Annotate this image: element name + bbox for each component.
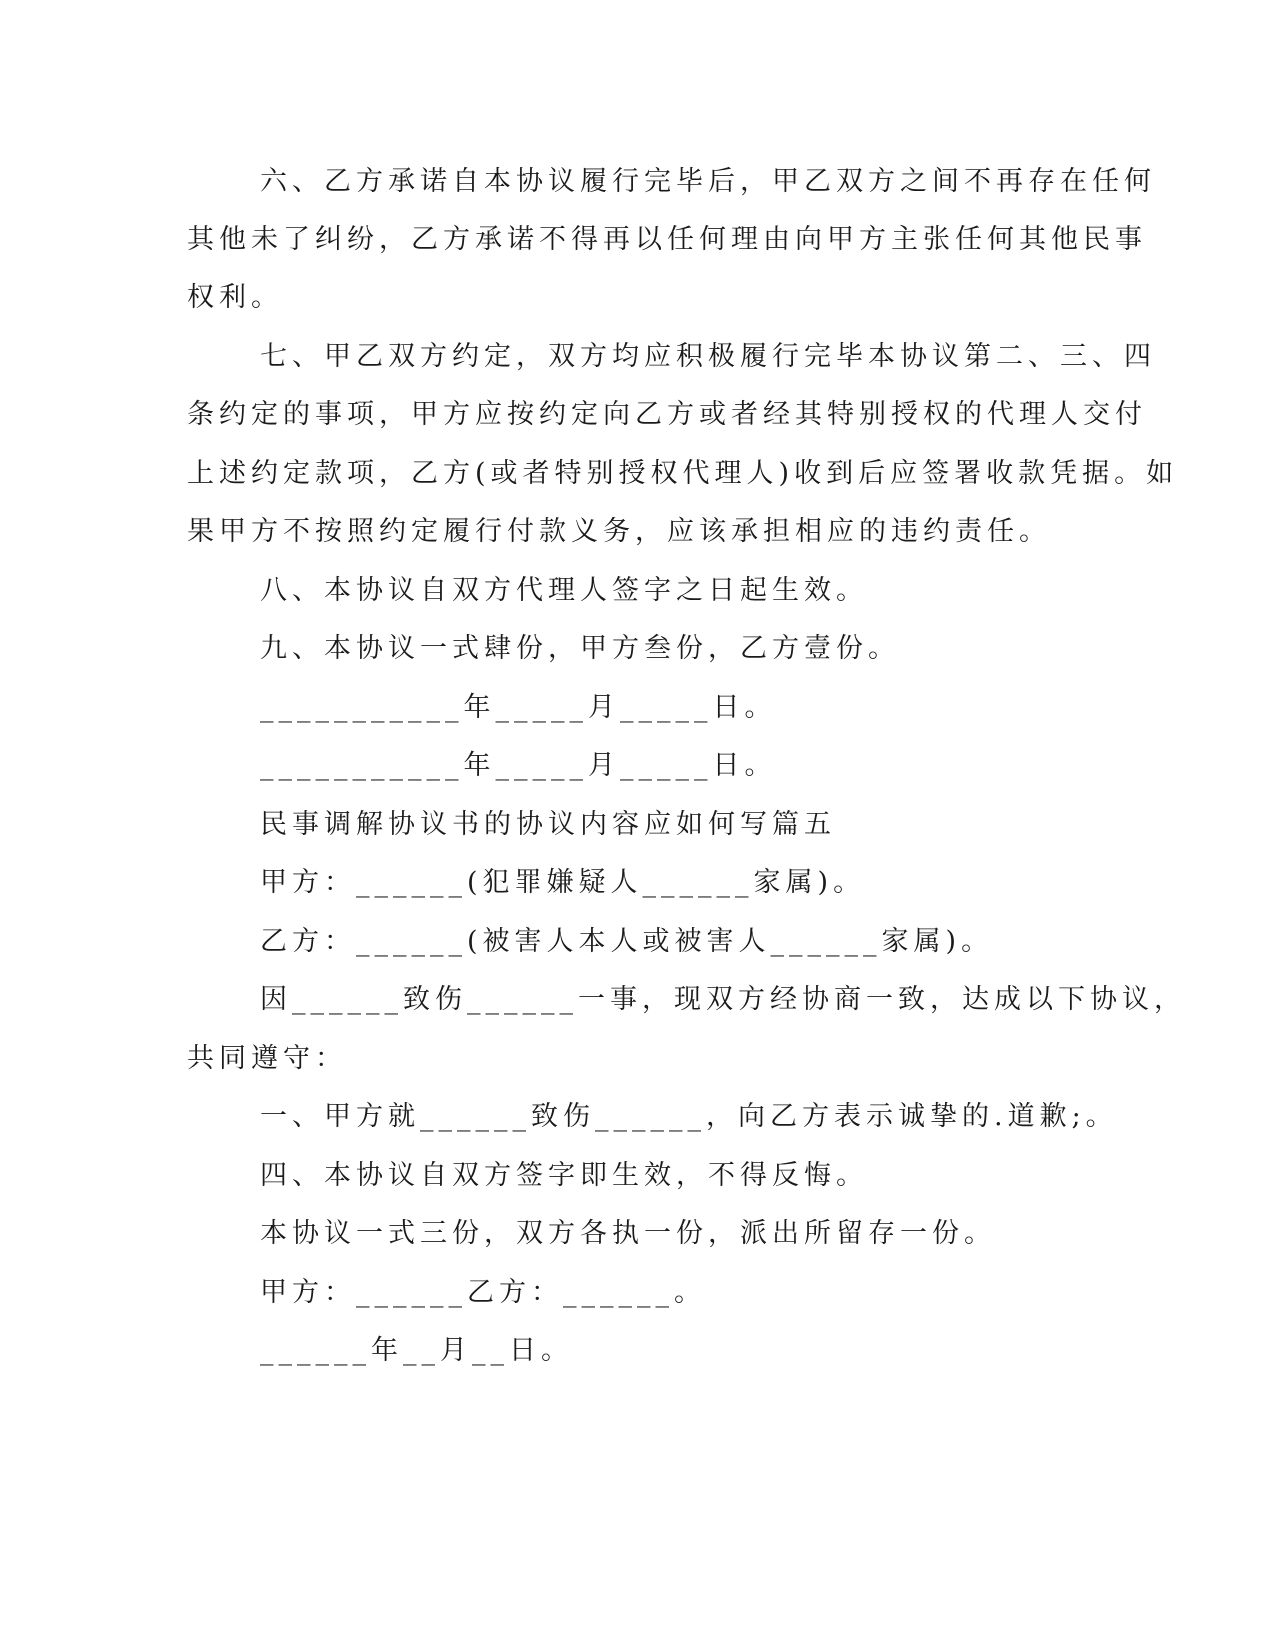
- clause-7-line-4: 果甲方不按照约定履行付款义务，应该承担相应的违约责任。: [187, 516, 1051, 547]
- date-line-2: ___________年_____月_____日。: [260, 750, 777, 781]
- clause-4: 四、本协议自双方签字即生效，不得反悔。: [260, 1160, 868, 1191]
- clause-7-line-1: 七、甲乙双方约定，双方均应积极履行完毕本协议第二、三、四: [260, 341, 1156, 372]
- clause-7-line-3: 上述约定款项，乙方(或者特别授权代理人)收到后应签署收款凭据。如: [187, 458, 1179, 489]
- party-a-line: 甲方：______(犯罪嫌疑人______家属)。: [260, 867, 866, 898]
- signature-line: 甲方：______乙方：______。: [260, 1277, 706, 1308]
- signing-date-line: ______年__月__日。: [260, 1335, 573, 1366]
- preamble-line-1: 因______致伤______一事，现双方经协商一致，达成以下协议，: [260, 984, 1186, 1015]
- clause-7-line-2: 条约定的事项，甲方应按约定向乙方或者经其特别授权的代理人交付: [187, 399, 1147, 430]
- section-heading: 民事调解协议书的协议内容应如何写篇五: [260, 809, 836, 840]
- clause-9: 九、本协议一式肆份，甲方叁份，乙方壹份。: [260, 633, 900, 664]
- clause-1: 一、甲方就______致伤______，向乙方表示诚挚的.道歉;。: [260, 1101, 1118, 1132]
- date-line-1: ___________年_____月_____日。: [260, 692, 777, 723]
- clause-6-line-1: 六、乙方承诺自本协议履行完毕后，甲乙双方之间不再存在任何: [260, 166, 1156, 197]
- copies-clause: 本协议一式三份，双方各执一份，派出所留存一份。: [260, 1218, 996, 1249]
- preamble-line-2: 共同遵守：: [187, 1043, 347, 1074]
- clause-6-line-3: 权利。: [187, 282, 283, 313]
- clause-8: 八、本协议自双方代理人签字之日起生效。: [260, 575, 868, 606]
- clause-6-line-2: 其他未了纠纷，乙方承诺不得再以任何理由向甲方主张任何其他民事: [187, 224, 1147, 255]
- party-b-line: 乙方：______(被害人本人或被害人______家属)。: [260, 926, 994, 957]
